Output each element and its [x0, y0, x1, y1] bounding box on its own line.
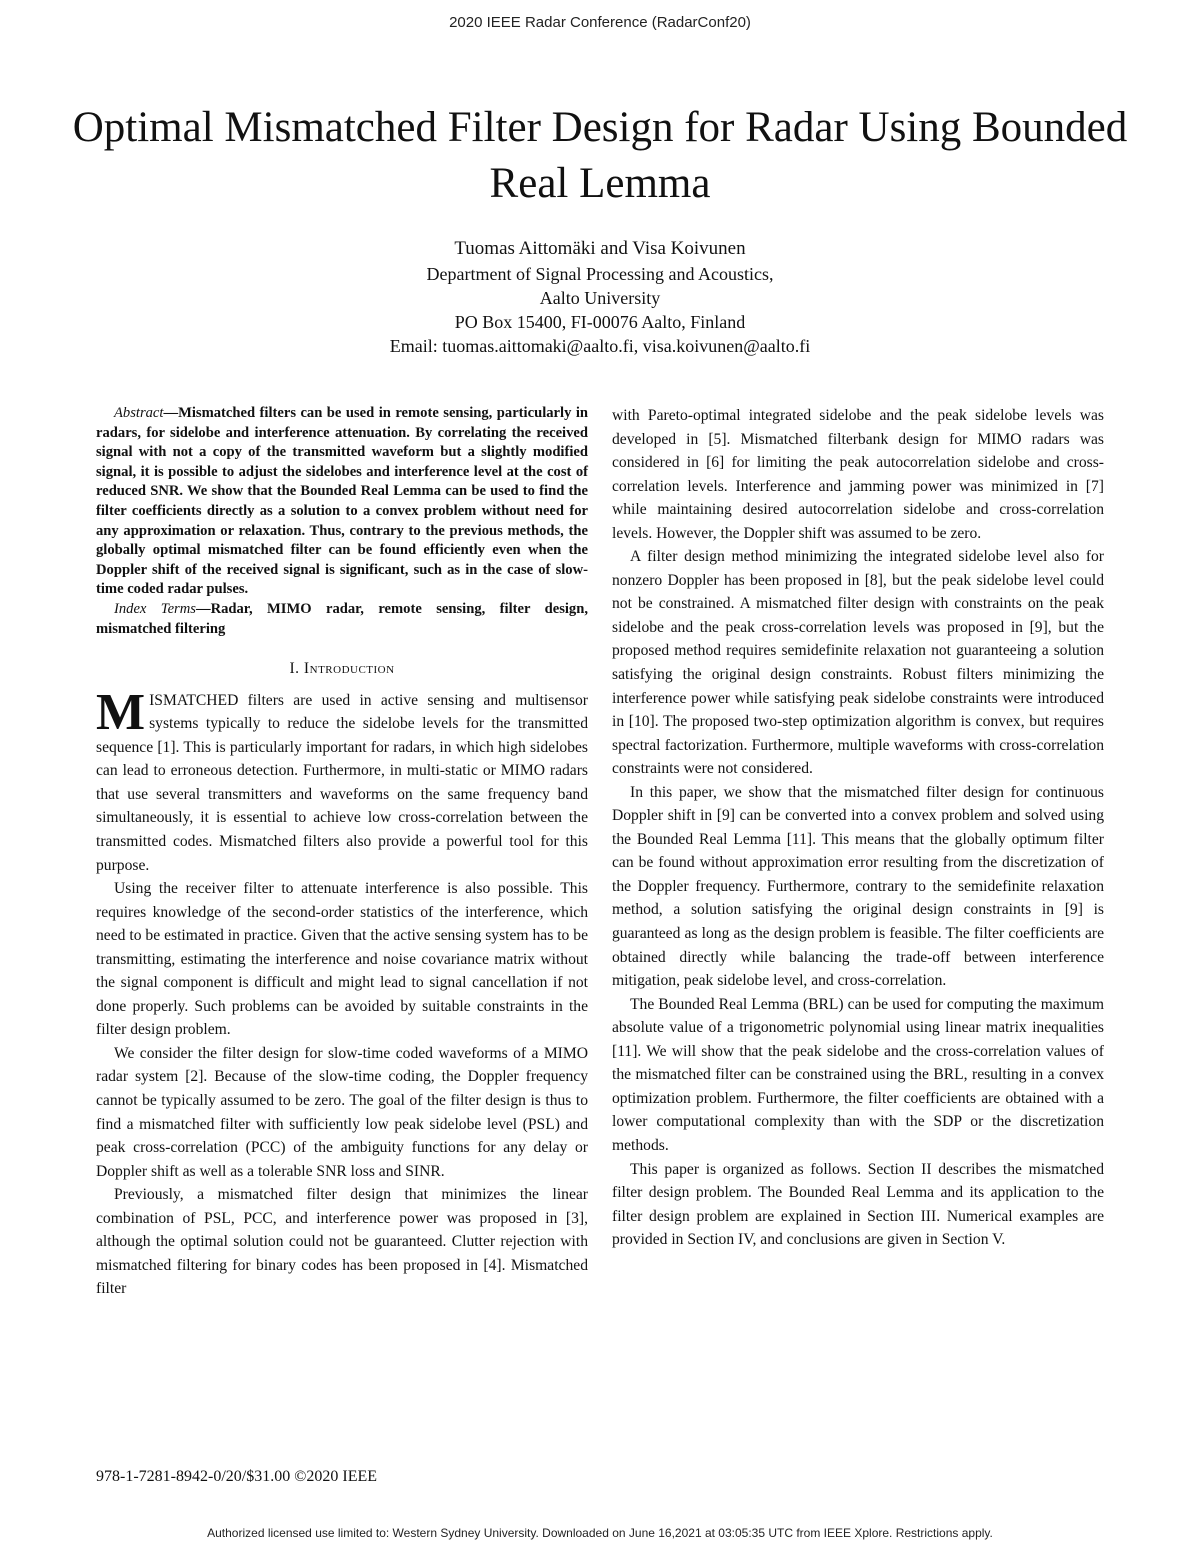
intro-paragraph-2: Using the receiver filter to attenuate interference is also possible. This requires knowledge of the second-order statistics of the interference, which need to be estimated in practice. Given that the active sensing system has to be transmitting, estimating the interference and noise covariance matrix without the signal component is difficult and might lead to signal cancellation if not done properly. Such problems can be avoided by suitable constraints in the filter design problem.: [96, 880, 588, 1039]
intro-paragraph-7: In this paper, we show that the mismatched filter design for continuous Doppler shift in [9] can be converted into a convex problem and solved using the Bounded Real Lemma [11]. This means that the globally optimum filter can be found without approximation error resulting from the discretization of the Doppler frequency. Furthermore, contrary to the semidefinite relaxation method, a solution satisfying the original design constraints in [9] is guaranteed as long as the design problem is feasible. The filter coefficients are obtained directly while balancing the trade-off between interference mitigation, peak sidelobe level, and cross-correlation.: [612, 783, 1104, 990]
intro-paragraph-8: The Bounded Real Lemma (BRL) can be used for computing the maximum absolute value of a trigonometric polynomial using linear matrix inequalities [11]. We will show that the peak sidelobe and the cross-correlation values of the mismatched filter can be constrained using the BRL, resulting in a convex optimization problem. Furthermore, the filter coefficients are obtained with a lower computational complexity than with the SDP or the discretization methods.: [612, 995, 1104, 1154]
paper-title: Optimal Mismatched Filter Design for Radar Using Bounded Real Lemma: [72, 104, 1128, 207]
intro-paragraph-4: Previously, a mismatched filter design that minimizes the linear combination of PSL, PCC, and interference power was proposed in [3], although the optimal solution could not be guaranteed. Clutter rejection with mismatched filtering for binary codes has been proposed in [4]. Mismatched filter: [96, 1186, 588, 1298]
left-column: [96, 404, 588, 1301]
postal-address: PO Box 15400, FI-00076 Aalto, Finland: [454, 312, 746, 332]
right-column: [612, 404, 1104, 1252]
author-names: Tuomas Aittomäki and Visa Koivunen: [454, 238, 746, 259]
index-terms-label: Index Terms: [114, 600, 196, 617]
affiliation-department: Department of Signal Processing and Acoustics,: [426, 264, 774, 284]
email-line: Email: tuomas.aittomaki@aalto.fi, visa.koivunen@aalto.fi: [389, 336, 811, 356]
license-footer: Authorized licensed use limited to: Western Sydney University. Downloaded on June 16,2021 at 03:05:35 UTC from IEEE Xplore. Restrictions apply.: [207, 1526, 993, 1540]
abstract-text: —Mismatched filters can be used in remote sensing, particularly in radars, for sidelobe and interference attenuation. By correlating the received signal with not a copy of the transmitted waveform but a slightly modified signal, it is possible to adjust the sidelobes and interference level at the cost of reduced SNR. We show that the Bounded Real Lemma can be used to find the filter coefficients directly as a solution to a convex problem without need for any approximation or relaxation. Thus, contrary to the previous methods, the globally optimal mismatched filter can be found efficiently even when the Doppler shift of the received signal is significant, such as in the case of slow-time coded radar pulses.: [96, 405, 588, 598]
index-terms-text: —Radar, MIMO radar, remote sensing, filter design, mismatched filtering: [96, 600, 588, 637]
author-block: [0, 237, 1200, 358]
intro-paragraph-1: [96, 683, 588, 877]
abstract-label: Abstract: [114, 405, 164, 421]
intro-paragraph-3: We consider the filter design for slow-time coded waveforms of a MIMO radar system [2]. Because of the slow-time coding, the Doppler frequency cannot be typically assumed to be zero. The goal of the filter design is thus to find a mismatched filter with sufficiently low peak sidelobe level (PSL) and peak cross-correlation (PCC) of the ambiguity functions for any delay or Doppler shift as well as a tolerable SNR loss and SINR.: [96, 1044, 588, 1180]
index-terms: [96, 600, 588, 639]
isbn-footer: 978-1-7281-8942-0/20/$31.00 ©2020 IEEE: [96, 1468, 378, 1485]
intro-paragraph-9: This paper is organized as follows. Section II describes the mismatched filter design problem. The Bounded Real Lemma and its application to the filter design problem are explained in Section III. Numerical examples are provided in Section IV, and conclusions are given in Section V.: [612, 1160, 1104, 1249]
section-heading-introduction: I. Introduction: [289, 660, 395, 678]
intro-paragraph-1-text: ISMATCHED filters are used in active sensing and multisensor systems typically to reduce the sidelobe levels for the transmitted sequence [1]. This is particularly important for radars, in which high sidelobes can lead to erroneous detection. Furthermore, in multi-static or MIMO radars that use several transmitters and waveforms on the same frequency band simultaneously, it is essential to achieve low cross-correlation between the transmitted codes. Mismatched filters also provide a powerful tool for this purpose.: [96, 691, 588, 874]
affiliation-university: Aalto University: [539, 288, 661, 308]
intro-paragraph-5: with Pareto-optimal integrated sidelobe and the peak sidelobe levels was developed in [5]. Mismatched filterbank design for MIMO radars was considered in [6] for limiting the peak autocorrelation sidelobe and cross-correlation levels. Interference and jamming power was minimized in [7] while maintaining desired autocorrelation sidelobe and cross-correlation levels. However, the Doppler shift was assumed to be zero.: [612, 407, 1104, 542]
intro-paragraph-6: A filter design method minimizing the integrated sidelobe level also for nonzero Doppler has been proposed in [8], but the peak sidelobe level could not be constrained. A mismatched filter design with constraints on the peak sidelobe and the peak cross-correlation levels was proposed in [9], but the proposed method requires semidefinite relaxation not guaranteeing a solution satisfying the original design constraints. Robust filters minimizing the interference power while satisfying peak sidelobe constraints were introduced in [10]. The proposed two-step optimization algorithm is convex, but requires spectral factorization. Furthermore, multiple waveforms with cross-correlation constraints were not considered.: [612, 548, 1104, 778]
drop-cap: M: [96, 683, 146, 741]
abstract: [96, 404, 588, 600]
conference-header: 2020 IEEE Radar Conference (RadarConf20): [449, 14, 751, 31]
